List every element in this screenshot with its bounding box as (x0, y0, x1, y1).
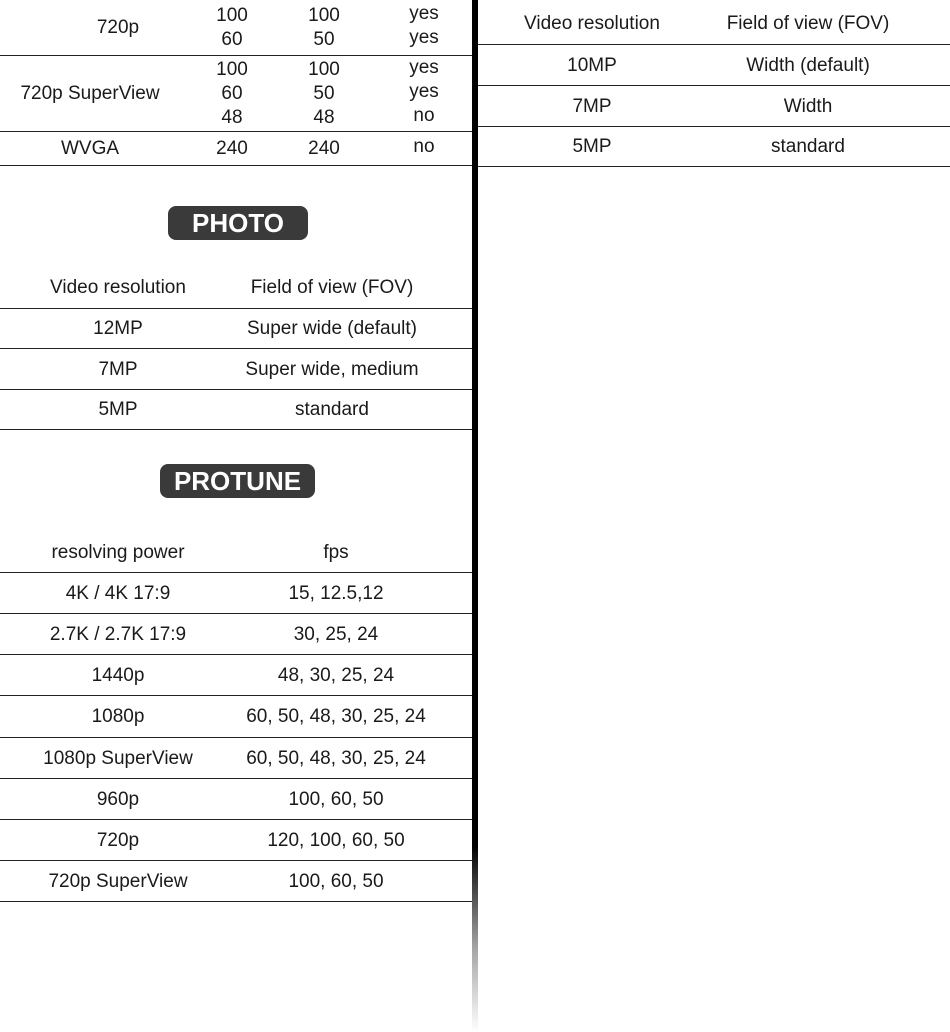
fps-value: 100 (308, 59, 340, 80)
resolution-cell: 5MP (572, 136, 612, 157)
fov-cell: Width (783, 95, 833, 117)
flag-value: no (413, 105, 435, 126)
fps-value: 50 (313, 83, 335, 104)
resolution-cell: 7MP (572, 95, 612, 117)
table-row (0, 862, 472, 902)
resolution-cell: 720p SuperView (20, 83, 160, 104)
resolution-cell: 5MP (98, 399, 138, 420)
protune-section-title: PROTUNE (160, 464, 315, 498)
resolution-cell: 960p (96, 788, 140, 810)
flag-value: yes (409, 81, 439, 102)
fps-value: 50 (313, 28, 335, 50)
table-header-row (0, 268, 472, 309)
resolution-cell: 2.7K / 2.7K 17:9 (49, 623, 187, 645)
table-row (478, 46, 950, 86)
column-header: Field of view (FOV) (726, 13, 890, 34)
table-row (478, 87, 950, 127)
fps-cell: 100, 60, 50 (288, 788, 384, 810)
fps-cell: 60, 50, 48, 30, 25, 24 (246, 747, 426, 769)
table-header-row (0, 534, 472, 573)
resolution-cell: 1080p SuperView (43, 747, 193, 769)
fov-cell: Super wide (default) (246, 318, 418, 339)
resolution-cell: 720p SuperView (48, 870, 188, 892)
table-row (0, 615, 472, 655)
flag-cell (384, 55, 464, 129)
resolution-cell: 1080p (91, 706, 145, 727)
column-header: Video resolution (50, 277, 186, 298)
fps-cell: 15, 12.5,12 (288, 582, 384, 604)
fov-cell: Width (default) (746, 54, 870, 76)
table-row (0, 57, 472, 132)
fps-cell (192, 57, 272, 131)
table-row (0, 656, 472, 696)
fps-value: 60 (221, 28, 243, 50)
fps-cell: 48, 30, 25, 24 (277, 664, 395, 686)
flag-value: yes (409, 2, 439, 24)
flag-cell (384, 0, 464, 53)
resolution-cell: WVGA (60, 138, 120, 159)
table-row (0, 391, 472, 430)
fov-cell: Super wide, medium (245, 358, 419, 380)
table-row (478, 128, 950, 167)
fps-cell: 60, 50, 48, 30, 25, 24 (246, 706, 426, 727)
fps-cell: 240 (308, 138, 340, 159)
fov-cell: standard (771, 136, 845, 157)
column-header: fps (323, 542, 349, 563)
table-row (0, 821, 472, 861)
table-row (0, 697, 472, 738)
fps-value: 48 (313, 107, 335, 128)
fps-value: 48 (221, 107, 243, 128)
fps-cell (192, 0, 272, 55)
resolution-cell: 720p (96, 829, 140, 851)
fps-value: 60 (221, 83, 243, 104)
fps-value: 100 (308, 4, 340, 26)
resolution-cell: 1440p (91, 664, 145, 686)
fps-cell (284, 57, 364, 131)
table-row (0, 0, 472, 56)
fps-cell (284, 0, 364, 55)
table-row (0, 574, 472, 614)
resolution-cell: 4K / 4K 17:9 (65, 582, 171, 604)
fps-value: 100 (216, 4, 248, 26)
table-row (0, 739, 472, 779)
resolution-cell: 720p (96, 16, 140, 38)
flag-cell: no (413, 136, 435, 157)
table-row (0, 133, 472, 166)
flag-value: yes (409, 26, 439, 48)
resolution-cell: 12MP (93, 318, 143, 339)
column-header: resolving power (51, 542, 185, 563)
resolution-cell: 7MP (98, 358, 138, 380)
fps-cell: 120, 100, 60, 50 (267, 829, 405, 851)
table-row (0, 780, 472, 820)
column-header: Field of view (FOV) (250, 277, 414, 298)
photo-section-title: PHOTO (168, 206, 308, 240)
fps-value: 100 (216, 59, 248, 80)
fps-cell: 240 (216, 138, 248, 159)
fps-cell: 100, 60, 50 (288, 870, 384, 892)
table-row (0, 350, 472, 390)
fov-cell: standard (295, 399, 369, 420)
table-header-row (478, 4, 950, 45)
column-header: Video resolution (524, 13, 660, 34)
flag-value: yes (409, 57, 439, 78)
table-row (0, 310, 472, 349)
resolution-cell: 10MP (567, 54, 617, 76)
fps-cell: 30, 25, 24 (293, 623, 379, 645)
